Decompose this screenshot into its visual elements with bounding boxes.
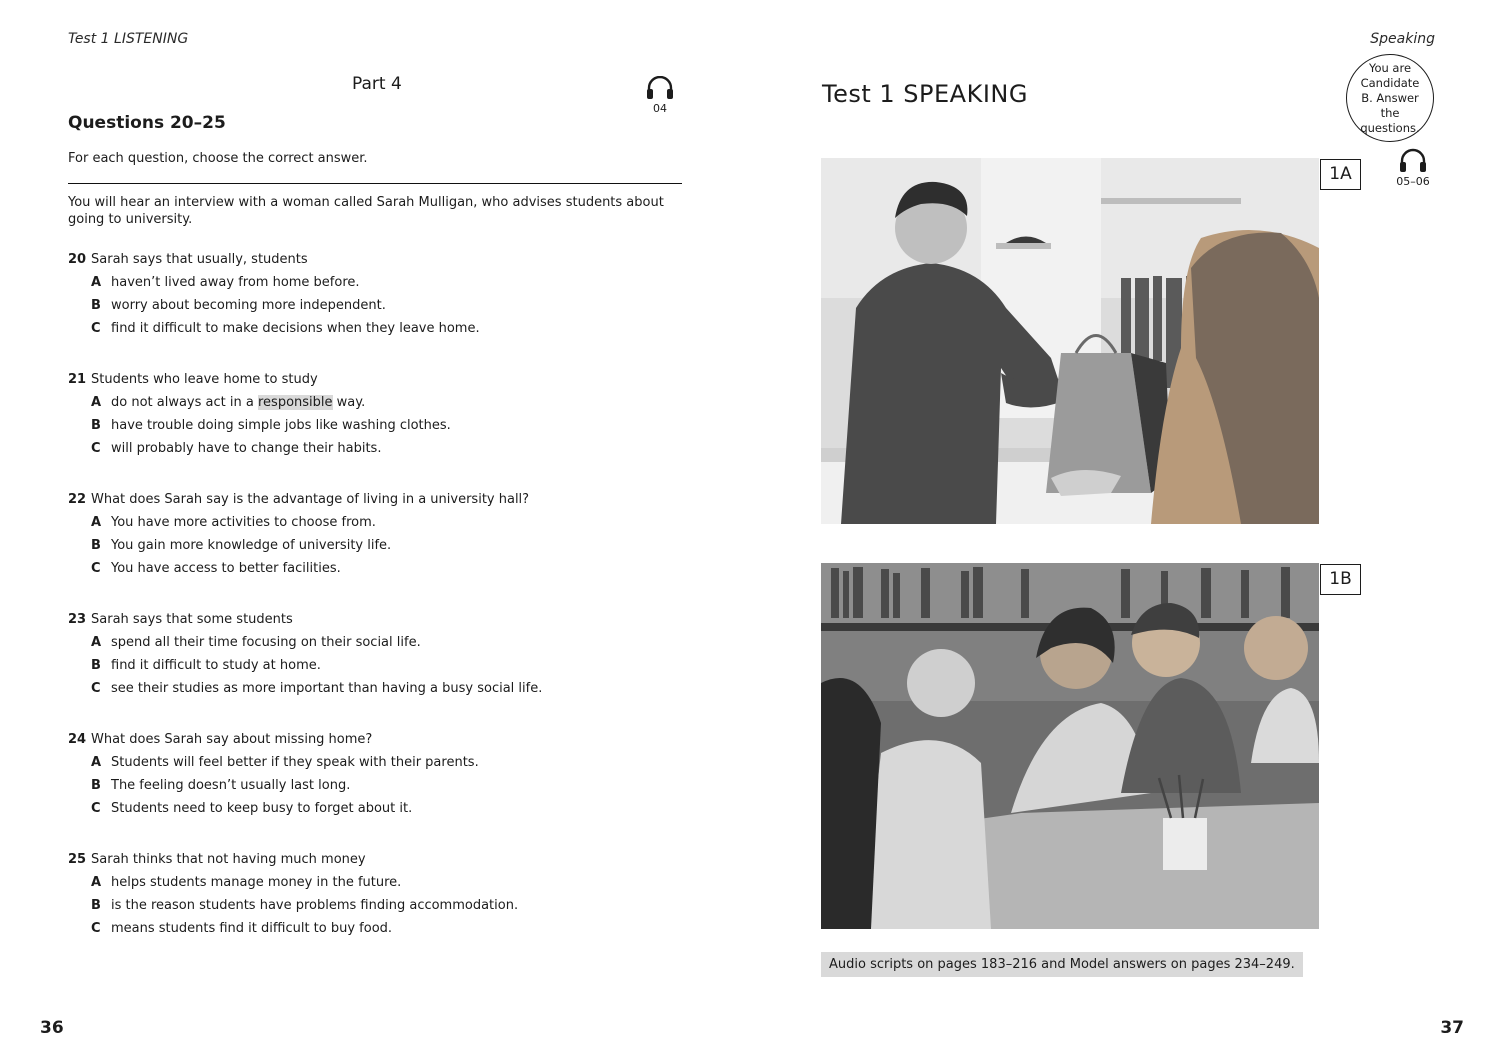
option-c[interactable]: C You have access to better facilities. <box>91 561 341 576</box>
photo-label-1b: 1B <box>1320 564 1361 595</box>
option-a[interactable]: A Students will feel better if they speak with their parents. <box>91 755 479 770</box>
question-stem: What does Sarah say is the advantage of living in a university hall? <box>91 492 530 507</box>
headphones-icon <box>1393 148 1433 174</box>
question-list <box>68 248 708 948</box>
question-number: 23 <box>68 612 87 627</box>
question-stem: Sarah says that usually, students <box>91 252 308 267</box>
track-number: 05–06 <box>1396 175 1430 188</box>
library-scene-illustration <box>821 563 1319 929</box>
question-number: 22 <box>68 492 87 507</box>
page-number-left: 36 <box>40 1018 64 1038</box>
audio-track-left <box>645 76 675 115</box>
divider <box>68 183 682 184</box>
photo-1a <box>821 158 1319 524</box>
option-a[interactable]: A helps students manage money in the future. <box>91 875 402 890</box>
candidate-note-text: You are Candidate B. Answer the questions. <box>1360 60 1420 135</box>
shop-scene-illustration <box>821 158 1319 524</box>
question-number: 20 <box>68 252 87 267</box>
option-c[interactable]: C see their studies as more important than having a busy social life. <box>91 681 543 696</box>
intro-text: You will hear an interview with a woman called Sarah Mulligan, who advises students about going to university. <box>68 195 664 227</box>
option-a[interactable]: A spend all their time focusing on their social life. <box>91 635 421 650</box>
track-number: 04 <box>653 102 667 115</box>
question-stem: What does Sarah say about missing home? <box>91 732 373 747</box>
option-a[interactable]: A do not always act in a responsible way. <box>91 395 366 410</box>
option-c[interactable]: C will probably have to change their habits. <box>91 441 382 456</box>
highlighted-word: responsible <box>257 395 333 410</box>
photo-1b <box>821 563 1319 929</box>
option-b[interactable]: B The feeling doesn’t usually last long. <box>91 778 351 793</box>
candidate-note <box>1346 54 1434 142</box>
option-c[interactable]: C means students find it difficult to buy food. <box>91 921 393 936</box>
audio-track-right <box>1393 148 1433 188</box>
page-number-right: 37 <box>1440 1018 1464 1038</box>
question-number: 21 <box>68 372 87 387</box>
questions-heading: Questions 20–25 <box>68 113 226 133</box>
page-title: Test 1 SPEAKING <box>822 80 1028 108</box>
running-header-right: Speaking <box>1370 31 1435 47</box>
option-b[interactable]: B is the reason students have problems finding accommodation. <box>91 898 519 913</box>
question-stem: Sarah thinks that not having much money <box>91 852 366 867</box>
instruction: For each question, choose the correct answer. <box>68 151 368 166</box>
option-c[interactable]: C find it difficult to make decisions when they leave home. <box>91 321 480 336</box>
question-25 <box>68 848 708 948</box>
option-a[interactable]: A haven’t lived away from home before. <box>91 275 360 290</box>
question-21 <box>68 368 708 488</box>
option-c[interactable]: C Students need to keep busy to forget about it. <box>91 801 413 816</box>
part-title: Part 4 <box>352 74 402 94</box>
option-b[interactable]: B have trouble doing simple jobs like washing clothes. <box>91 418 451 433</box>
option-a[interactable]: A You have more activities to choose from. <box>91 515 376 530</box>
footer-note: Audio scripts on pages 183–216 and Model answers on pages 234–249. <box>821 952 1303 977</box>
photo-label-1a: 1A <box>1320 159 1361 190</box>
question-number: 25 <box>68 852 87 867</box>
question-23 <box>68 608 708 728</box>
question-stem: Sarah says that some students <box>91 612 293 627</box>
question-stem: Students who leave home to study <box>91 372 318 387</box>
headphones-icon <box>645 76 675 100</box>
option-b[interactable]: B find it difficult to study at home. <box>91 658 321 673</box>
option-b[interactable]: B You gain more knowledge of university life. <box>91 538 392 553</box>
option-b[interactable]: B worry about becoming more independent. <box>91 298 386 313</box>
question-24 <box>68 728 708 848</box>
question-20 <box>68 248 708 368</box>
question-number: 24 <box>68 732 87 747</box>
running-header-left: Test 1 LISTENING <box>68 31 189 47</box>
question-22 <box>68 488 708 608</box>
